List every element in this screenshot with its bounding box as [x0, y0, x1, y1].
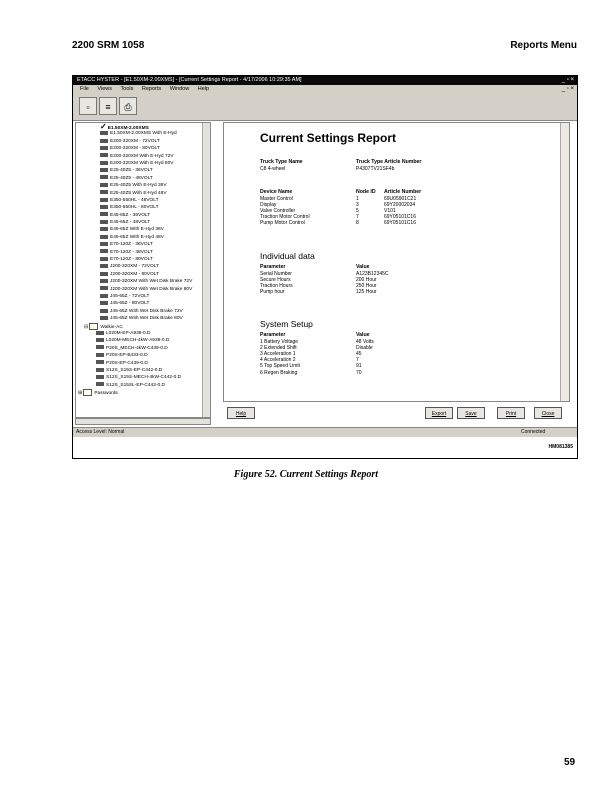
- truck-icon: [100, 131, 108, 135]
- truck-icon: [100, 175, 108, 179]
- truck-icon: [100, 294, 108, 298]
- tree-item-label: J200-320XM - 72VOLT: [110, 264, 159, 270]
- tree-item-label: J200-320XM - 80VOLT: [110, 271, 159, 277]
- table-cell: 250 Hour: [356, 283, 377, 290]
- tree-item[interactable]: [76, 374, 210, 381]
- tree-item[interactable]: [76, 182, 210, 189]
- setup-value-header: Value: [356, 332, 370, 338]
- window-titlebar: [73, 76, 577, 85]
- truck-icon: [100, 212, 108, 216]
- table-cell: 2 Extended Shift: [260, 345, 297, 352]
- table-cell: Display: [260, 202, 277, 209]
- menu-file[interactable]: File: [80, 86, 89, 92]
- truck-name-value: C8 4-wheel: [260, 166, 286, 172]
- tree-item-label: E70-120Z - 80VOLT: [110, 257, 153, 263]
- tree-item[interactable]: [76, 160, 210, 167]
- table-cell: 45: [356, 351, 362, 358]
- tree-item-label: S12S_S15S-MECH-4kW-C442-0.D: [106, 375, 182, 381]
- truck-icon: [100, 249, 108, 253]
- tree-item-label: P20S_MECH-4kW-C439-0.D: [106, 345, 168, 351]
- tree-item[interactable]: [76, 286, 210, 293]
- page-number: 59: [564, 757, 576, 768]
- table-cell: 1 Battery Voltage: [260, 339, 299, 345]
- tree-item-label: E45-65Z With E-Hyd 36V: [110, 227, 164, 233]
- table-cell: 8: [356, 220, 359, 227]
- truck-icon: [100, 190, 108, 194]
- menu-reports[interactable]: Reports: [141, 86, 162, 92]
- truck-icon: [100, 153, 108, 157]
- table-cell: Traction Motor Control: [260, 214, 310, 221]
- report-viewer: [223, 122, 570, 402]
- truck-icon: [96, 375, 104, 379]
- tree-item[interactable]: [76, 241, 210, 248]
- access-level: Access Level: Normal: [76, 429, 125, 435]
- export-button[interactable]: Export: [425, 407, 453, 419]
- truck-icon: [100, 309, 108, 313]
- table-cell: Disable: [356, 345, 373, 352]
- tree-item[interactable]: [76, 337, 210, 344]
- table-cell: Master Control: [260, 196, 293, 202]
- truck-icon: [100, 286, 108, 290]
- truck-icon: [96, 368, 104, 372]
- tree-item-label: E45-65Z With E-Hyd 48V: [110, 234, 164, 240]
- window-title: ETACC HYSTER - [E1.50XM-2.00XMS] - [Current Settings Report - 4/17/2006 10:29:35 AM]: [77, 77, 302, 83]
- truck-article-value: P4307TV21SF4b: [356, 166, 395, 172]
- table-cell: 69Y05101C16: [384, 220, 416, 227]
- table-cell: 5 Top Speed Limit: [260, 363, 300, 370]
- table-cell: 69U05901C21: [384, 196, 417, 202]
- page-header-left: 2200 SRM 1058: [72, 40, 145, 51]
- tree-item[interactable]: [76, 263, 210, 270]
- toolbar: [73, 94, 577, 121]
- window-controls[interactable]: _ ▫ ×: [561, 77, 574, 83]
- figure-caption: Figure 52. Current Settings Report: [233, 469, 379, 480]
- tree-scrollbar[interactable]: [202, 123, 210, 417]
- tree-item[interactable]: [76, 315, 210, 322]
- truck-icon: [100, 257, 108, 261]
- table-cell: 3 Acceleration 1: [260, 351, 296, 358]
- table-cell: Traction Hours: [260, 283, 293, 290]
- truck-icon: [96, 360, 104, 364]
- table-cell: Pump Motor Control: [260, 220, 305, 227]
- table-cell: 7: [356, 357, 359, 364]
- tree-folder-passwords[interactable]: ⊞ Passwords: [78, 390, 118, 396]
- tree-item[interactable]: [76, 138, 210, 145]
- truck-icon: [100, 205, 108, 209]
- table-cell: Serial Number: [260, 271, 292, 277]
- menu-help[interactable]: Help: [197, 86, 210, 92]
- tree-item-label: L020M-EP-A939-0.D: [106, 330, 151, 336]
- table-cell: 125 Hour: [356, 289, 377, 296]
- table-cell: 48 Volts: [356, 339, 374, 345]
- table-cell: 69Y20002034: [384, 202, 416, 209]
- tree-item[interactable]: [76, 249, 210, 256]
- truck-icon: [100, 316, 108, 320]
- truck-tree: [75, 122, 211, 418]
- tree-item-label: J45-65Z With Wet Disk Brake 80V: [110, 316, 183, 322]
- tree-item-label: E200-320XM With E-Hyd 80V: [110, 160, 174, 166]
- table-cell: Secure Hours: [260, 277, 291, 284]
- report-scrollbar[interactable]: [560, 123, 569, 401]
- tree-item[interactable]: [76, 330, 210, 337]
- tree-item[interactable]: [76, 271, 210, 278]
- tree-item-label: S12S_S15S-EP-C442-0.D: [106, 367, 163, 373]
- tree-item-label: E45-65Z - 36VOLT: [110, 212, 151, 218]
- tree-item-label: E70-120Z - 36VOLT: [110, 242, 153, 248]
- truck-icon: [100, 301, 108, 305]
- table-cell: 70: [356, 369, 362, 376]
- truck-icon: [100, 235, 108, 239]
- setup-param-header: Parameter: [260, 332, 286, 338]
- truck-icon: [100, 227, 108, 231]
- truck-icon: [100, 146, 108, 150]
- printer-icon[interactable]: ⎙: [119, 97, 137, 115]
- tree-item[interactable]: [76, 300, 210, 307]
- new-icon[interactable]: ▫: [79, 97, 97, 115]
- tree-hscrollbar[interactable]: [75, 418, 211, 425]
- tree-item[interactable]: [76, 360, 210, 367]
- tree-item-label: E350-550HL - 48VOLT: [110, 197, 159, 203]
- tree-item-label: E70-120Z - 48VOLT: [110, 249, 153, 255]
- tree-item[interactable]: [76, 382, 210, 389]
- table-cell: 4 Acceleration 2: [260, 357, 296, 364]
- system-setup-title: System Setup: [260, 319, 313, 329]
- truck-icon: [96, 338, 104, 342]
- tree-item[interactable]: [76, 190, 210, 197]
- table-cell: 1: [356, 196, 359, 202]
- checkmark-icon: ✓: [100, 122, 107, 131]
- tree-item[interactable]: [76, 367, 210, 374]
- truck-icon: [100, 139, 108, 143]
- truck-icon: [100, 220, 108, 224]
- tree-item[interactable]: [76, 345, 210, 352]
- tree-item[interactable]: [76, 308, 210, 315]
- truck-icon: [96, 353, 104, 357]
- figure-id: HM081385: [548, 444, 573, 450]
- tree-item-label: P20S-EP-B433-0.D: [106, 353, 148, 359]
- truck-icon: [100, 272, 108, 276]
- device-name-header: Device Name: [260, 189, 293, 195]
- table-cell: 69Y05101C16: [384, 214, 416, 221]
- menu-window[interactable]: Window: [169, 86, 190, 92]
- screenshot-frame: [72, 75, 578, 459]
- tree-item[interactable]: [76, 226, 210, 233]
- tree-item[interactable]: [76, 256, 210, 263]
- table-cell: Pump hour: [260, 289, 285, 296]
- individual-value-header: Value: [356, 264, 370, 270]
- collapse-icon: ⊟: [84, 324, 90, 330]
- tree-item-label: E200-320XM - 80VOLT: [110, 146, 160, 152]
- table-cell: V101: [384, 208, 396, 215]
- print-button[interactable]: Print: [497, 407, 525, 419]
- tree-item-label: S12S_S15SL-EP-C442-0.D: [106, 382, 165, 388]
- truck-icon: [96, 345, 104, 349]
- table-cell: Valve Controller: [260, 208, 296, 215]
- page-header-right: Reports Menu: [510, 40, 577, 51]
- tree-item-label: E25-40Z5 - 36VOLT: [110, 168, 153, 174]
- tree-item-label: J200-320XM With Wet Disk Brake 72V: [110, 279, 193, 285]
- table-cell: A123B12345C: [356, 271, 389, 277]
- expand-icon: ⊞: [78, 390, 84, 396]
- tree-item[interactable]: [76, 278, 210, 285]
- truck-icon: [96, 382, 104, 386]
- tree-item-label: L020M-MECH-4kW-A939-0.D: [106, 338, 170, 344]
- tree-item-label: J45-65Z With Wet Disk Brake 72V: [110, 308, 183, 314]
- individual-data-title: Individual data: [260, 251, 315, 261]
- child-window-controls[interactable]: _ ▫ ×: [561, 86, 574, 92]
- menu-tools[interactable]: Tools: [120, 86, 134, 92]
- tree-item-label: E200-320XM - 72VOLT: [110, 138, 160, 144]
- close-button[interactable]: Close: [534, 407, 562, 419]
- article-number-header: Article Number: [384, 189, 422, 195]
- node-id-header: Node ID: [356, 189, 376, 195]
- truck-icon: [100, 198, 108, 202]
- tree-item-selected[interactable]: ✓E1.50XM-2.00XMS: [100, 122, 149, 131]
- tree-item[interactable]: [76, 293, 210, 300]
- table-cell: 5: [356, 208, 359, 215]
- tree-item-label: E25-40Z5 With E-Hyd 48V: [110, 190, 167, 196]
- menu-views[interactable]: Views: [97, 86, 112, 92]
- tree-item[interactable]: [76, 167, 210, 174]
- tree-item[interactable]: [76, 197, 210, 204]
- tree-item[interactable]: [76, 204, 210, 211]
- table-cell: 7: [356, 214, 359, 221]
- tree-item-label: J45-65Z - 80VOLT: [110, 301, 150, 307]
- connection-status: Connected: [521, 429, 546, 435]
- tree-item-label: E1.50XM-2.00XMS With E-Hyd: [110, 131, 177, 137]
- tree-item-label: E45-65Z - 48VOLT: [110, 220, 151, 226]
- tree-item[interactable]: [76, 175, 210, 182]
- tree-item-label: E200-320XM With E-Hyd 72V: [110, 153, 174, 159]
- truck-icon: [100, 168, 108, 172]
- folder-icon: [89, 323, 98, 330]
- tree-item[interactable]: [76, 219, 210, 226]
- table-cell: 3: [356, 202, 359, 209]
- truck-icon: [100, 279, 108, 283]
- truck-article-header: Truck Type Article Number: [356, 159, 422, 165]
- report-icon[interactable]: ≡: [99, 97, 117, 115]
- folder-icon: [83, 389, 92, 396]
- tree-item[interactable]: [76, 212, 210, 219]
- tree-item-label: J200-320XM With Wet Disk Brake 80V: [110, 286, 193, 292]
- tree-item[interactable]: [76, 130, 210, 137]
- truck-icon: [100, 161, 108, 165]
- table-cell: 6 Regen Braking: [260, 369, 298, 376]
- help-button[interactable]: Help: [227, 407, 255, 419]
- truck-icon: [96, 331, 104, 335]
- tree-item-label: E25-40Z5 - 48VOLT: [110, 175, 153, 181]
- tree-item-label: E350-550HL - 80VOLT: [110, 205, 159, 211]
- truck-icon: [100, 264, 108, 268]
- truck-icon: [100, 242, 108, 246]
- tree-item[interactable]: [76, 145, 210, 152]
- menu-bar: [73, 85, 577, 94]
- table-cell: 91: [356, 363, 362, 370]
- individual-param-header: Parameter: [260, 264, 286, 270]
- tree-item-label: P20S-EP-C439-0.D: [106, 360, 148, 366]
- tree-folder-walkie[interactable]: ⊟ Walkie-AC: [84, 324, 123, 330]
- table-cell: 200 Hour: [356, 277, 377, 284]
- tree-item-label: E25-40Z5 With E-Hyd 36V: [110, 183, 167, 189]
- truck-name-header: Truck Type Name: [260, 159, 303, 165]
- tree-item-label: J45-65Z - 72VOLT: [110, 293, 150, 299]
- tree-item[interactable]: [76, 352, 210, 359]
- report-title: Current Settings Report: [260, 131, 397, 145]
- truck-icon: [100, 183, 108, 187]
- tree-item[interactable]: [76, 153, 210, 160]
- save-button[interactable]: Save: [457, 407, 485, 419]
- status-bar: [73, 427, 577, 437]
- tree-item[interactable]: [76, 234, 210, 241]
